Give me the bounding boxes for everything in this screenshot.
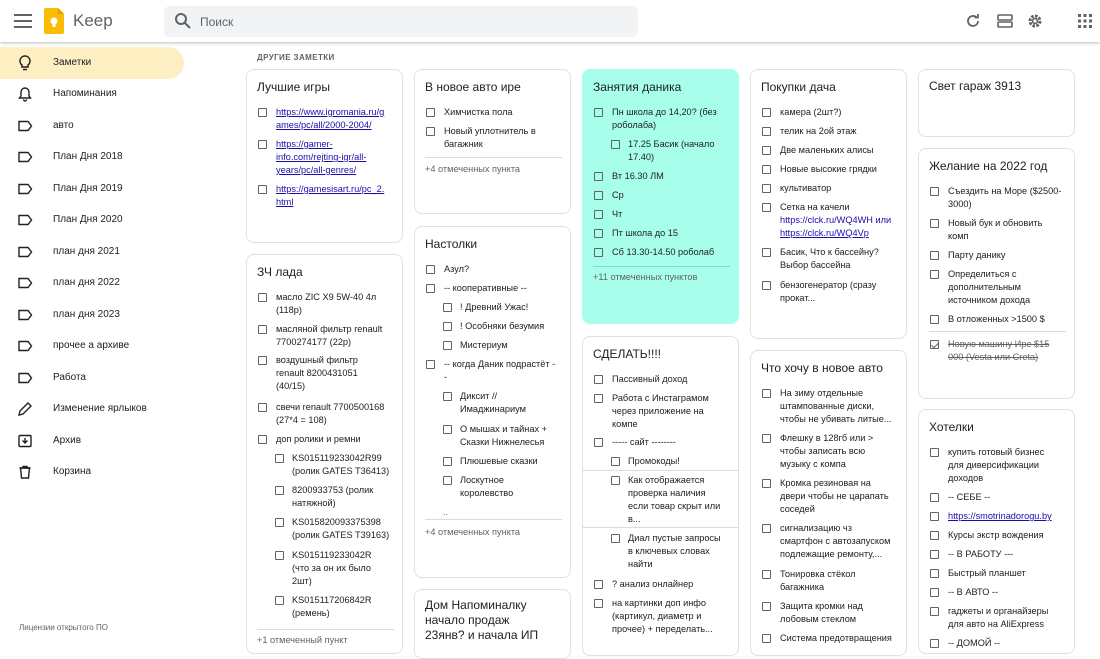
checkbox[interactable]: [762, 634, 771, 643]
keep-logo-icon[interactable]: [44, 8, 64, 34]
bell-icon: [17, 86, 33, 102]
checkbox[interactable]: [426, 360, 435, 369]
note-card-auto[interactable]: [414, 69, 571, 214]
note-item[interactable]: Новый бук и обновить комп: [948, 218, 1043, 241]
checkbox[interactable]: [611, 457, 620, 466]
checkbox[interactable]: [594, 599, 603, 608]
divider: [425, 519, 562, 520]
menu-icon[interactable]: [8, 6, 38, 36]
sidebar-item-label-plan-2021[interactable]: [0, 236, 184, 268]
sidebar-item-label: Корзина: [53, 466, 92, 477]
sidebar-item-label-plan-2022[interactable]: [0, 267, 184, 299]
checkbox[interactable]: [258, 325, 267, 334]
checkbox[interactable]: [594, 438, 603, 447]
note-card-sdelat[interactable]: [582, 336, 739, 656]
label-icon: [17, 181, 33, 197]
top-bar: [0, 0, 1100, 42]
gear-icon[interactable]: [1024, 10, 1046, 32]
note-item[interactable]: сигнализацию чз смартфон с автозапуском подлежащие ремонту,...: [780, 523, 891, 559]
search-bar[interactable]: [164, 6, 638, 37]
sidebar-item-label-plan-2020[interactable]: [0, 204, 184, 236]
checked-items-counter[interactable]: +11 отмеченных пунктов: [593, 272, 698, 282]
checked-items-counter[interactable]: +1 отмеченный пункт: [257, 635, 348, 645]
note-item[interactable]: Азул?: [444, 264, 470, 274]
checkbox[interactable]: [762, 108, 771, 117]
sidebar: [0, 46, 200, 644]
note-subitem[interactable]: KS015117206842R (ремень): [292, 595, 372, 618]
sidebar-item-label: План Дня 2019: [53, 183, 123, 194]
checkbox[interactable]: [594, 248, 603, 257]
note-item[interactable]: купить готовый бизнес для диверсификации доходов: [948, 447, 1045, 483]
note-item-link[interactable]: https://gamesisart.ru/pc_2. html: [276, 184, 385, 207]
note-item[interactable]: Пассивный доход: [612, 374, 688, 384]
checkbox[interactable]: [258, 293, 267, 302]
note-subitem[interactable]: Диал пустые запросы в ключевых словах найти: [628, 533, 721, 569]
note-item[interactable]: свечи renault 7700500168 (27*4 = 108): [276, 402, 385, 425]
label-icon: [17, 149, 33, 165]
checkbox[interactable]: [930, 512, 939, 521]
checked-items-counter[interactable]: +4 отмеченных пункта: [425, 527, 521, 537]
note-title: Покупки дача: [761, 80, 836, 94]
note-item[interactable]: Курсы экстр вождения: [948, 530, 1044, 540]
pencil-icon: [17, 401, 33, 417]
note-subitem[interactable]: Диксит // Имаджинариум: [460, 391, 526, 414]
checkbox[interactable]: [443, 457, 452, 466]
note-subitem[interactable]: KS015119233042R (что за он их было 2шт): [292, 550, 372, 586]
sidebar-item-label: план дня 2022: [53, 277, 120, 288]
checkbox[interactable]: [443, 341, 452, 350]
note-subitem[interactable]: О мышах и тайнах + Сказки Нижнелесья: [460, 424, 547, 447]
divider: [425, 157, 562, 158]
sidebar-item-label-archive-misc[interactable]: [0, 330, 184, 362]
note-title: СДЕЛАТЬ!!!!: [593, 347, 662, 361]
sidebar-item-notes[interactable]: [0, 47, 184, 79]
checkbox[interactable]: [258, 140, 267, 149]
sidebar-item-label: авто: [53, 120, 74, 131]
note-subitem[interactable]: KS015119233042R99 (ролик GATES T36413): [292, 453, 390, 476]
checkbox[interactable]: [930, 493, 939, 502]
lightbulb-icon: [17, 55, 33, 71]
note-title: В новое авто ире: [425, 80, 521, 94]
checkbox[interactable]: [258, 435, 267, 444]
note-item[interactable]: -- В РАБОТУ ---: [948, 549, 1014, 559]
sidebar-item-label: Изменение ярлыков: [53, 403, 147, 414]
sidebar-item-reminders[interactable]: [0, 78, 184, 110]
note-title: Дом Напоминалку начало продаж 23янв? и начала ИП: [425, 598, 539, 642]
checkbox[interactable]: [930, 251, 939, 260]
label-icon: [17, 118, 33, 134]
checkbox[interactable]: [594, 191, 603, 200]
checkbox[interactable]: [930, 315, 939, 324]
checkbox[interactable]: [762, 146, 771, 155]
sidebar-item-label: план дня 2021: [53, 246, 120, 257]
sidebar-item-label: План Дня 2020: [53, 214, 123, 225]
search-icon[interactable]: [174, 12, 192, 35]
sidebar-item-label: Напоминания: [53, 88, 117, 99]
note-subitem[interactable]: Промокоды!: [628, 456, 680, 466]
divider: [593, 266, 730, 267]
divider: [583, 527, 739, 528]
note-title: Настолки: [425, 237, 478, 251]
checkbox[interactable]: [275, 486, 284, 495]
checkbox[interactable]: [930, 550, 939, 559]
checkbox[interactable]: [426, 265, 435, 274]
note-card-dom[interactable]: [414, 589, 571, 659]
note-item[interactable]: Съездить на Море ($2500- 3000): [948, 186, 1062, 209]
note-item[interactable]: телик на 2ой этаж: [780, 126, 857, 136]
checkbox[interactable]: [258, 403, 267, 412]
label-icon: [17, 275, 33, 291]
checkbox[interactable]: [930, 448, 939, 457]
checked-items-counter[interactable]: +4 отмеченных пункта: [425, 164, 521, 174]
sidebar-item-label: план дня 2023: [53, 309, 120, 320]
section-title: ДРУГИЕ ЗАМЕТКИ: [257, 53, 335, 62]
checkbox[interactable]: [611, 140, 620, 149]
note-item[interactable]: -- ДОМОЙ --: [948, 638, 1001, 648]
note-item[interactable]: Новый уплотнитель в багажник: [444, 126, 536, 149]
checkbox[interactable]: [594, 375, 603, 384]
note-item-link[interactable]: https://www.igromania.ru/g ames/pc/all/2000-2004/: [276, 107, 385, 130]
sidebar-item-edit-labels[interactable]: [0, 393, 184, 425]
note-item[interactable]: В отложенных >1500 $: [948, 314, 1045, 324]
sidebar-item-label-plan-2018[interactable]: [0, 141, 184, 173]
sidebar-item-label: прочее а архиве: [53, 340, 130, 351]
checkbox[interactable]: [762, 165, 771, 174]
checkbox[interactable]: [594, 229, 603, 238]
checkbox[interactable]: [762, 524, 771, 533]
note-card-igry[interactable]: [246, 69, 403, 243]
checkbox[interactable]: [762, 281, 771, 290]
checkbox-checked[interactable]: [930, 340, 939, 349]
note-card-danik[interactable]: [582, 69, 739, 324]
note-item[interactable]: Работа с Инстаграмом через приложение на компе: [612, 393, 709, 429]
note-item[interactable]: Химчистка пола: [444, 107, 513, 117]
checkbox[interactable]: [275, 518, 284, 527]
note-item[interactable]: Кромка резиновая на двери чтобы не царапать соседей: [780, 478, 889, 514]
checkbox[interactable]: [930, 187, 939, 196]
note-card-svet[interactable]: [918, 69, 1075, 137]
note-subitem[interactable]: Как отображается проверка наличия если товар скрыт или в...: [628, 475, 721, 524]
apps-icon[interactable]: [1074, 10, 1096, 32]
note-title: Что хочу в новое авто: [761, 361, 883, 375]
note-item[interactable]: культиватор: [780, 183, 832, 193]
note-title: Свет гараж 3913: [929, 79, 1022, 93]
sidebar-item-label: План Дня 2018: [53, 151, 123, 162]
note-item[interactable]: Басик, Что к бассейну? Выбор бассейна: [780, 247, 879, 270]
checkbox[interactable]: [762, 434, 771, 443]
note-item-done[interactable]: Новую машину Ире $15 000 (Vesta или Creta): [948, 339, 1050, 362]
note-item[interactable]: бензогенератор (сразу прокат...: [780, 280, 877, 303]
checkbox[interactable]: [594, 580, 603, 589]
list-view-icon[interactable]: [994, 10, 1016, 32]
checkbox[interactable]: [275, 596, 284, 605]
archive-icon: [17, 433, 33, 449]
sidebar-item-label-work[interactable]: [0, 362, 184, 394]
note-item[interactable]: доп ролики и ремни: [276, 434, 361, 444]
refresh-icon[interactable]: [962, 10, 984, 32]
sidebar-item-label-avto[interactable]: [0, 110, 184, 142]
note-subitem[interactable]: KS015820093375398 (ролик GATES T39163): [292, 517, 390, 540]
note-item[interactable]: -- В АВТО --: [948, 587, 999, 597]
label-icon: [17, 338, 33, 354]
sidebar-item-label-plan-2019[interactable]: [0, 173, 184, 205]
note-card-nastolki[interactable]: [414, 226, 571, 578]
note-item[interactable]: Парту данику: [948, 250, 1006, 260]
note-title: Желание на 2022 год: [929, 159, 1048, 173]
note-item[interactable]: -- кооперативные --: [444, 283, 527, 293]
note-card-novoe-avto[interactable]: [750, 350, 907, 656]
checkbox[interactable]: [762, 602, 771, 611]
checkbox[interactable]: [426, 108, 435, 117]
note-item[interactable]: ----- сайт --------: [612, 437, 676, 447]
truncation-ellipsis: ..: [443, 507, 449, 517]
note-subitem[interactable]: Лоскутное королевство: [460, 475, 514, 498]
checkbox[interactable]: [258, 185, 267, 194]
checkbox[interactable]: [443, 425, 452, 434]
divider: [929, 331, 1066, 332]
label-icon: [17, 212, 33, 228]
note-item[interactable]: Вт 16.30 ЛМ: [612, 171, 664, 181]
checkbox[interactable]: [275, 551, 284, 560]
note-item[interactable]: Чт: [612, 209, 623, 219]
note-item[interactable]: Пн школа до 14,20? (без роболаба): [612, 107, 717, 130]
checkbox[interactable]: [258, 356, 267, 365]
note-item[interactable]: Тонировка стёкол багажника: [780, 569, 856, 592]
sidebar-item-archive[interactable]: [0, 425, 184, 457]
note-item[interactable]: на картинки доп инфо (картикул, диаметр и прочее) + переделать...: [612, 598, 713, 634]
note-item[interactable]: Флешку в 128гб или > чтобы записать всю музыку с компа: [780, 433, 874, 469]
note-item-link[interactable]: https://smotrinadorogu.by: [948, 511, 1052, 521]
note-title: ЗЧ лада: [257, 265, 303, 279]
checkbox[interactable]: [275, 454, 284, 463]
checkbox[interactable]: [611, 534, 620, 543]
checkbox[interactable]: [762, 127, 771, 136]
note-title: Хотелки: [929, 420, 974, 434]
trash-icon: [17, 464, 33, 480]
checkbox[interactable]: [443, 476, 452, 485]
note-subitem[interactable]: ! Древний Ужас!: [460, 302, 529, 312]
note-item[interactable]: На зиму отдельные штампованные диски, чтобы не убивать литые...: [780, 388, 892, 424]
note-item[interactable]: Ср: [612, 190, 624, 200]
note-item[interactable]: Пт школа до 15: [612, 228, 679, 238]
note-item[interactable]: -- СЕБЕ --: [948, 492, 991, 502]
note-item[interactable]: -- когда Даник подрастёт - -: [444, 359, 556, 382]
note-item[interactable]: Система предотвращения: [780, 633, 892, 643]
checkbox[interactable]: [611, 476, 620, 485]
note-item[interactable]: масло ZIC X9 5W-40 4л (118р): [276, 292, 377, 315]
note-card-lada[interactable]: [246, 254, 403, 654]
checkbox[interactable]: [762, 479, 771, 488]
note-subitem[interactable]: ! Особняки безумия: [460, 321, 545, 331]
sidebar-item-label: Архив: [53, 435, 82, 446]
note-item[interactable]: камера (2шт?): [780, 107, 842, 117]
open-source-licenses-link[interactable]: Лицензии открытого ПО: [19, 623, 108, 632]
checkbox[interactable]: [930, 607, 939, 616]
note-subitem[interactable]: 8200933753 (ролик натяжной): [292, 485, 374, 508]
checkbox[interactable]: [594, 394, 603, 403]
note-card-dacha[interactable]: [750, 69, 907, 339]
note-item[interactable]: Две маленьких алисы: [780, 145, 874, 155]
checkbox[interactable]: [443, 303, 452, 312]
checkbox[interactable]: [762, 248, 771, 257]
checkbox[interactable]: [762, 570, 771, 579]
note-item[interactable]: масляной фильтр renault 7700274177 (22р): [276, 324, 383, 347]
note-title: Лучшие игры: [257, 80, 330, 94]
sidebar-item-label: Заметки: [53, 57, 92, 68]
checkbox[interactable]: [762, 184, 771, 193]
checkbox[interactable]: [426, 127, 435, 136]
note-card-hotelki[interactable]: [918, 409, 1075, 654]
note-item[interactable]: Быстрый планшет: [948, 568, 1026, 578]
note-subitem[interactable]: Мистериум: [460, 340, 508, 350]
checkbox[interactable]: [443, 392, 452, 401]
note-item[interactable]: Сб 13.30-14.50 роболаб: [612, 247, 715, 257]
checkbox[interactable]: [594, 210, 603, 219]
note-item[interactable]: воздушный фильтр renault 8200431051 (40/15): [276, 355, 358, 391]
checkbox[interactable]: [443, 322, 452, 331]
checkbox[interactable]: [594, 172, 603, 181]
label-icon: [17, 244, 33, 260]
note-item[interactable]: гаджеты и органайзеры для авто на AliExpress: [948, 606, 1049, 629]
note-item-link[interactable]: https://gamer- info.com/rejting-igr/all- years/pc/all-genres/: [276, 139, 367, 175]
note-item[interactable]: Защита кромки над лобовым стеклом: [780, 601, 863, 624]
checkbox[interactable]: [930, 531, 939, 540]
note-subitem[interactable]: Плюшевые сказки: [460, 456, 538, 466]
checkbox[interactable]: [594, 108, 603, 117]
checkbox[interactable]: [762, 203, 771, 212]
search-input[interactable]: [200, 6, 620, 37]
note-item[interactable]: Новые высокие грядки: [780, 164, 877, 174]
label-icon: [17, 370, 33, 386]
note-title: Занятия даника: [593, 80, 682, 94]
app-title[interactable]: Keep: [73, 11, 113, 30]
divider: [583, 470, 739, 471]
note-item[interactable]: Определиться с дополнительным источником дохода: [948, 269, 1031, 305]
checkbox[interactable]: [258, 108, 267, 117]
note-subitem[interactable]: 17.25 Басик (начало 17.40): [628, 139, 715, 162]
checkbox[interactable]: [930, 270, 939, 279]
label-icon: [17, 307, 33, 323]
note-card-zhelanie[interactable]: [918, 148, 1075, 399]
checkbox[interactable]: [930, 588, 939, 597]
sidebar-item-label: Работа: [53, 372, 86, 383]
checkbox[interactable]: [930, 569, 939, 578]
checkbox[interactable]: [762, 389, 771, 398]
note-item[interactable]: Сетка на качели https://clck.ru/WQ4WH или https://clck.ru/WQ4Vp: [780, 202, 892, 238]
sidebar-item-trash[interactable]: [0, 456, 184, 488]
note-item[interactable]: ? анализ онлайнер: [612, 579, 694, 589]
checkbox[interactable]: [930, 219, 939, 228]
divider: [257, 629, 394, 630]
sidebar-item-label-plan-2023[interactable]: [0, 299, 184, 331]
checkbox[interactable]: [426, 284, 435, 293]
